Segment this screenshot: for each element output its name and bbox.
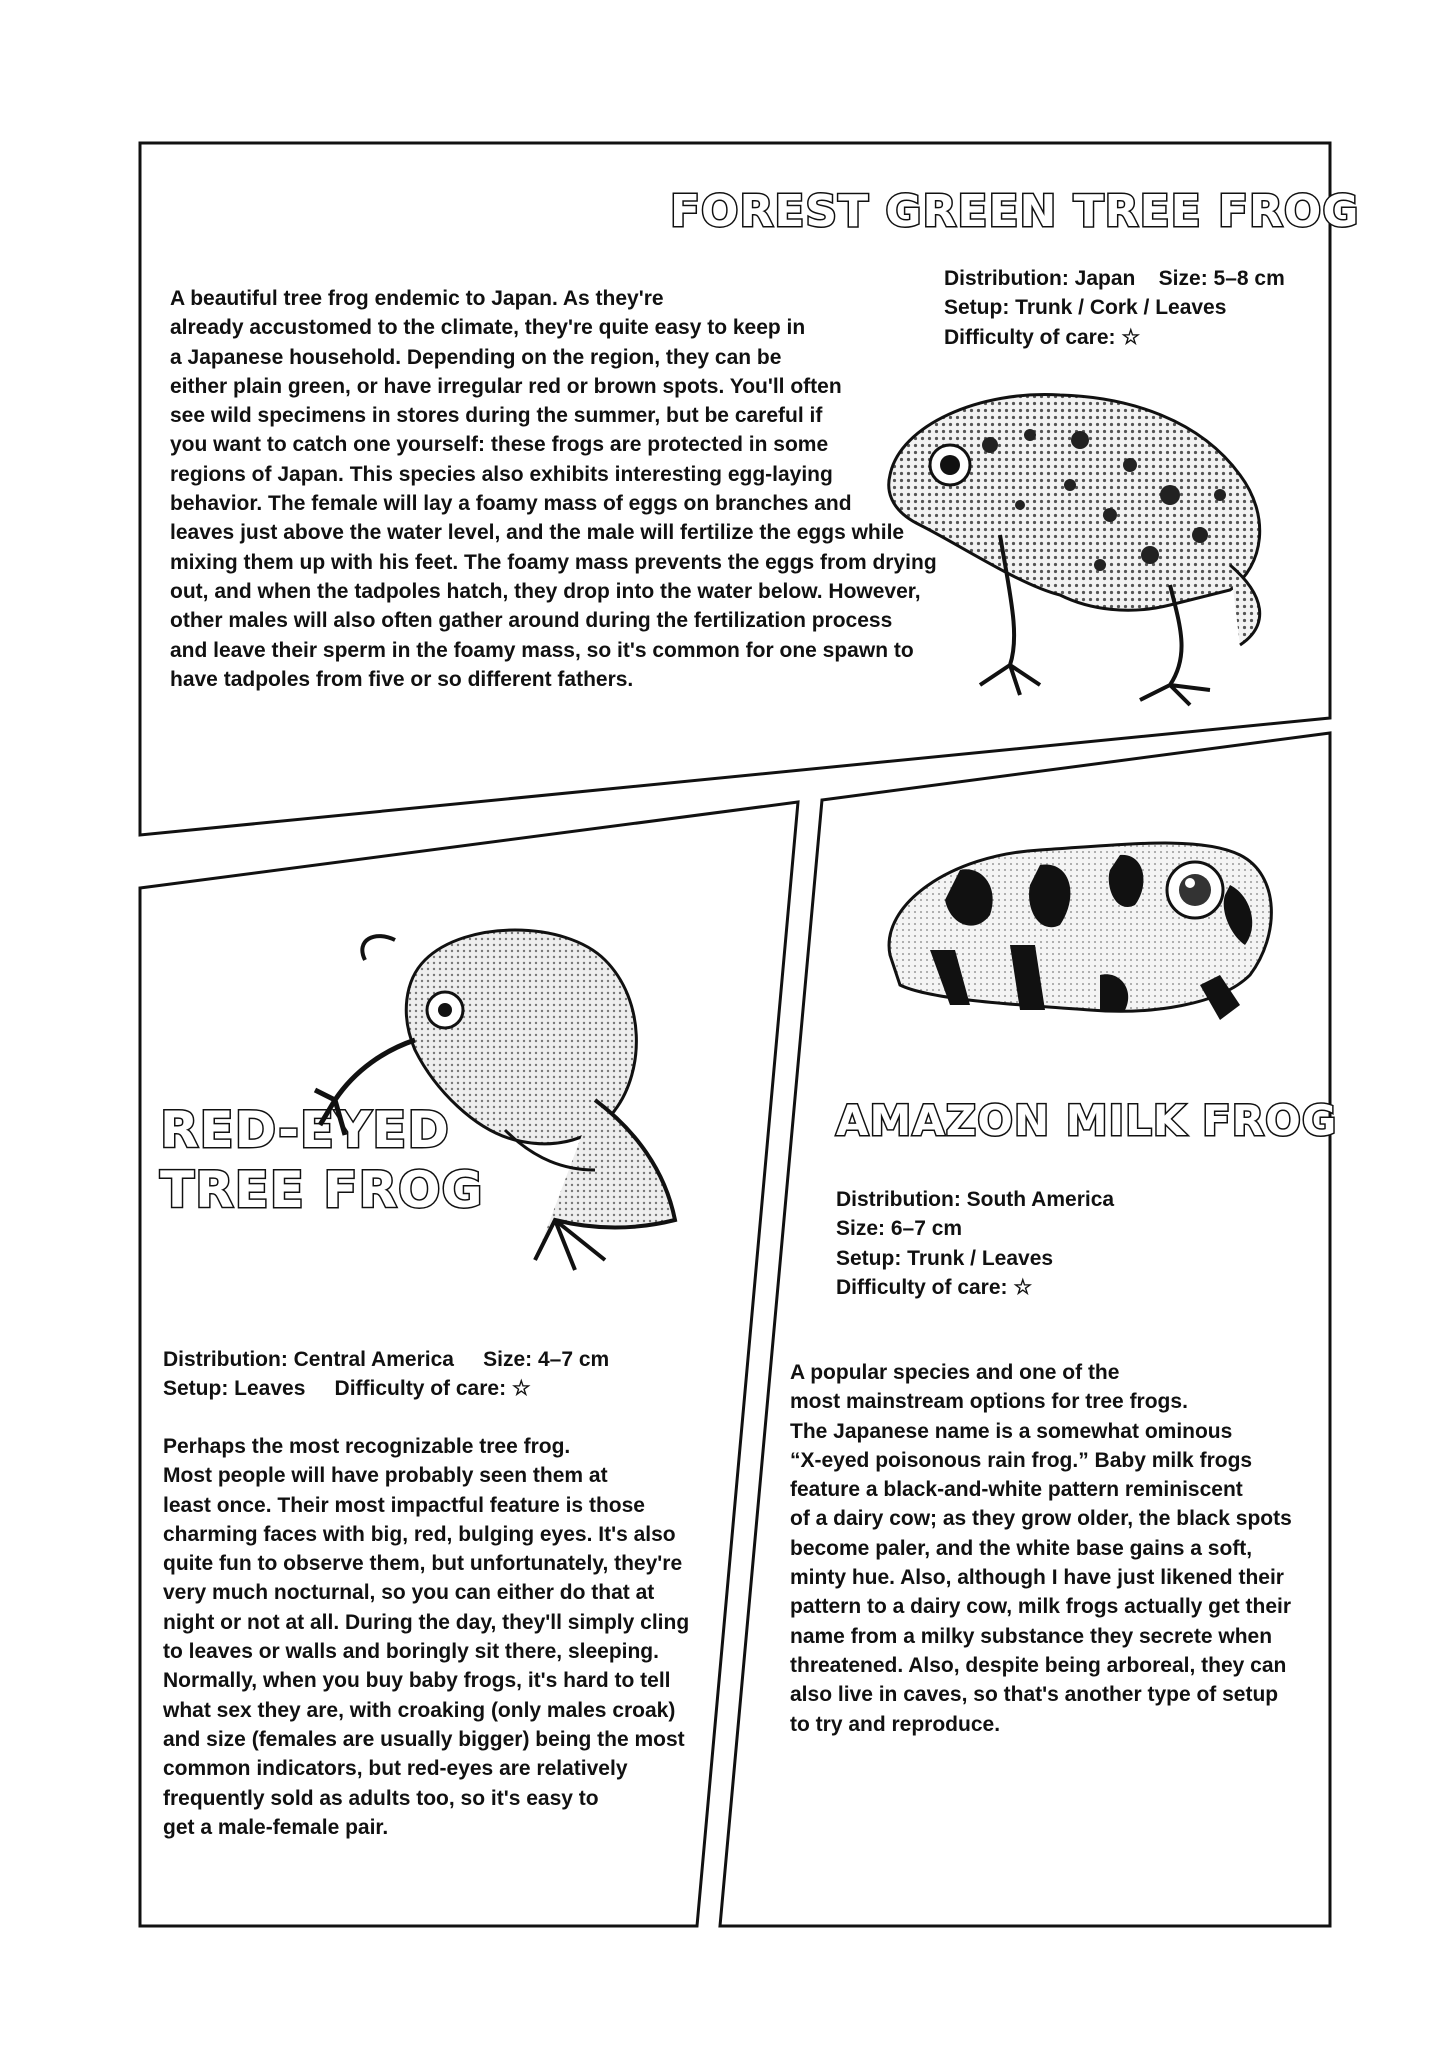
forest-body-line: out, and when the tadpoles hatch, they drop into the water below. However,: [170, 579, 921, 603]
milk-body-line: “X-eyed poisonous rain frog.” Baby milk frogs: [790, 1448, 1253, 1472]
milk-frog-illustration: [870, 825, 1290, 1035]
milk-stat-line: Distribution: South America: [836, 1188, 1115, 1211]
redeyed-stat-line: Setup: Leaves Difficulty of care: ☆: [163, 1377, 531, 1401]
milk-stat-line: Setup: Trunk / Leaves: [836, 1246, 1054, 1270]
redeyed-body-line: charming faces with big, red, bulging eyes. It's also: [163, 1522, 676, 1546]
milk-body-line: The Japanese name is a somewhat ominous: [790, 1419, 1233, 1443]
milk-body-line: of a dairy cow; as they grow older, the black spots: [790, 1507, 1292, 1531]
redeyed-title-line: RED-EYED: [160, 1101, 450, 1159]
milk-body: [790, 1358, 1292, 1739]
redeyed-body-line: to leaves or walls and boringly sit there, sleeping.: [163, 1640, 659, 1664]
milk-stats: [836, 1185, 1114, 1302]
milk-stat-line: Size: 6–7 cm: [836, 1217, 963, 1241]
milk-body-line: also live in caves, so that's another type of setup: [790, 1683, 1279, 1707]
redeyed-body-line: get a male-female pair.: [163, 1815, 389, 1839]
forest-body-line: already accustomed to the climate, they're quite easy to keep in: [170, 316, 806, 340]
milk-body-line: name from a milky substance they secrete when: [790, 1624, 1273, 1648]
milk-title: AMAZON MILK FROG: [836, 1096, 1338, 1145]
redeyed-title-line: TREE FROG: [160, 1161, 484, 1219]
forest-body-line: either plain green, or have irregular red or brown spots. You'll often: [170, 374, 842, 398]
redeyed-frog-illustration: [305, 900, 745, 1300]
forest-body-line: regions of Japan. This species also exhibits interesting egg-laying: [170, 462, 833, 486]
redeyed-body-line: quite fun to observe them, but unfortunately, they're: [163, 1552, 683, 1576]
redeyed-body-line: very much nocturnal, so you can either do that at: [163, 1581, 655, 1605]
redeyed-stats: [163, 1345, 609, 1404]
milk-body-line: become paler, and the white base gains a soft,: [790, 1536, 1253, 1560]
redeyed-body-line: Most people will have probably seen them at: [163, 1464, 608, 1488]
forest-body-line: have tadpoles from five or so different fathers.: [170, 667, 634, 691]
redeyed-body-line: frequently sold as adults too, so it's easy to: [163, 1786, 599, 1810]
milk-body-line: A popular species and one of the: [790, 1361, 1120, 1384]
redeyed-body: [163, 1432, 689, 1842]
forest-body-line: A beautiful tree frog endemic to Japan. As they're: [170, 287, 664, 310]
milk-body-line: threatened. Also, despite being arboreal, they can: [790, 1653, 1287, 1677]
forest-body-line: other males will also often gather around during the fertilization process: [170, 609, 893, 633]
forest-body-line: behavior. The female will lay a foamy mass of eggs on branches and: [170, 492, 852, 516]
forest-stat-line: Distribution: Japan Size: 5–8 cm: [944, 267, 1285, 290]
forest-stat-line: Difficulty of care: ☆: [944, 325, 1141, 349]
milk-body-line: to try and reproduce.: [790, 1712, 1001, 1736]
forest-frog-illustration: [870, 365, 1290, 710]
forest-body-line: see wild specimens in stores during the summer, but be careful if: [170, 404, 823, 428]
redeyed-body-line: common indicators, but red-eyes are relatively: [163, 1757, 628, 1781]
milk-body-line: minty hue. Also, although I have just likened their: [790, 1566, 1284, 1590]
forest-title: FOREST GREEN TREE FROG: [670, 186, 1360, 237]
forest-stats: [944, 264, 1285, 352]
forest-body-line: and leave their sperm in the foamy mass, so it's common for one spawn to: [170, 638, 914, 662]
redeyed-body-line: what sex they are, with croaking (only males croak): [163, 1698, 676, 1722]
forest-body-line: a Japanese household. Depending on the region, they can be: [170, 345, 782, 369]
milk-stat-line: Difficulty of care: ☆: [836, 1275, 1033, 1299]
forest-body: [170, 284, 937, 694]
forest-body-line: leaves just above the water level, and the male will fertilize the eggs while: [170, 521, 905, 545]
redeyed-body-line: night or not at all. During the day, they'll simply cling: [163, 1610, 690, 1634]
forest-stat-line: Setup: Trunk / Cork / Leaves: [944, 296, 1227, 320]
redeyed-body-line: and size (females are usually bigger) being the most: [163, 1727, 685, 1751]
redeyed-body-line: Perhaps the most recognizable tree frog.: [163, 1435, 571, 1458]
milk-body-line: pattern to a dairy cow, milk frogs actually get their: [790, 1595, 1292, 1619]
redeyed-stat-line: Distribution: Central America Size: 4–7 cm: [163, 1348, 610, 1371]
milk-body-line: most mainstream options for tree frogs.: [790, 1390, 1188, 1414]
forest-body-line: mixing them up with his feet. The foamy mass prevents the eggs from drying: [170, 550, 937, 574]
forest-body-line: you want to catch one yourself: these frogs are protected in some: [170, 433, 829, 457]
redeyed-body-line: least once. Their most impactful feature is those: [163, 1493, 645, 1517]
milk-body-line: feature a black-and-white pattern reminiscent: [790, 1478, 1243, 1502]
redeyed-body-line: Normally, when you buy baby frogs, it's hard to tell: [163, 1669, 671, 1693]
